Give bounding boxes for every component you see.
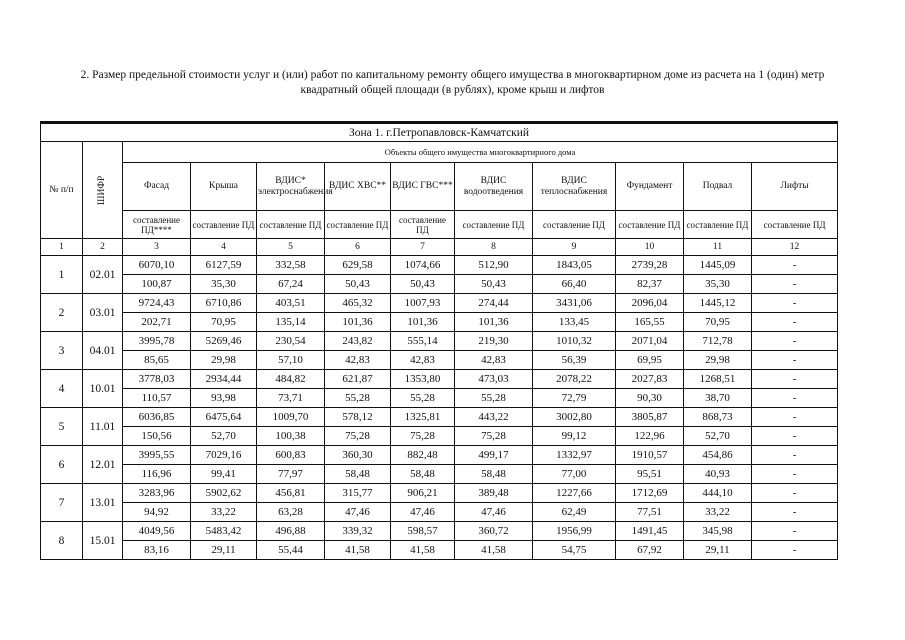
cell-value-top: - [752,370,838,389]
cell-value-bottom: 58,48 [391,465,455,484]
cell-value-top: 1491,45 [616,522,684,541]
row-code: 04.01 [83,332,123,370]
cell-value-bottom: 69,95 [616,351,684,370]
cost-table-container [40,121,837,560]
col-header-sub: составление ПД [533,211,616,239]
cell-value-bottom: 55,28 [325,389,391,408]
cell-value-bottom: 35,30 [684,275,752,294]
cell-value-bottom: 41,58 [325,541,391,560]
table-row [41,446,838,465]
table-row [41,465,838,484]
cell-value-top: 444,10 [684,484,752,503]
cell-value-top: 274,44 [455,294,533,313]
cell-value-bottom: 93,98 [191,389,257,408]
cell-value-bottom: 101,36 [325,313,391,332]
cell-value-top: 1325,81 [391,408,455,427]
heading-line-2: квадратный общей площади (в рублях), кроме крыш и лифтов [300,84,605,96]
cell-value-top: 3805,87 [616,408,684,427]
cell-value-top: - [752,484,838,503]
cell-value-bottom: 100,87 [123,275,191,294]
row-code: 11.01 [83,408,123,446]
table-row [41,408,838,427]
cell-value-bottom: 99,41 [191,465,257,484]
table-row [41,389,838,408]
cell-value-top: 484,82 [257,370,325,389]
cell-value-bottom: 62,49 [533,503,616,522]
cell-value-top: 712,78 [684,332,752,351]
cell-value-top: 598,57 [391,522,455,541]
cell-value-top: 219,30 [455,332,533,351]
cell-value-bottom: 55,28 [455,389,533,408]
cell-value-top: 2934,44 [191,370,257,389]
cell-value-top: - [752,522,838,541]
cell-value-bottom: 94,92 [123,503,191,522]
cell-value-bottom: 101,36 [391,313,455,332]
table-row [41,332,838,351]
col-header-number: № п/п [41,142,83,239]
cell-value-top: 465,32 [325,294,391,313]
cell-value-top: 1009,70 [257,408,325,427]
col-header-name: Подвал [684,163,752,211]
cell-value-top: 3283,96 [123,484,191,503]
cell-value-bottom: 50,43 [325,275,391,294]
col-header-name: ВДИС теплоснабжения [533,163,616,211]
cell-value-top: 1010,32 [533,332,616,351]
cell-value-top: 496,88 [257,522,325,541]
cell-value-top: 621,87 [325,370,391,389]
cell-value-top: - [752,332,838,351]
cell-value-bottom: - [752,351,838,370]
cell-value-top: 2071,04 [616,332,684,351]
cell-value-bottom: 40,93 [684,465,752,484]
cell-value-top: 243,82 [325,332,391,351]
zone-row [41,123,838,142]
cell-value-top: 443,22 [455,408,533,427]
cell-value-top: 499,17 [455,446,533,465]
cell-value-top: 6070,10 [123,256,191,275]
col-header-sub: составление ПД [684,211,752,239]
cell-value-top: 868,73 [684,408,752,427]
column-names-row [41,163,838,211]
col-number: 3 [123,239,191,256]
cell-value-bottom: 77,00 [533,465,616,484]
cell-value-top: 3995,78 [123,332,191,351]
cell-value-top: 6036,85 [123,408,191,427]
col-header-name: ВДИС* электроснабжения [257,163,325,211]
cell-value-bottom: 42,83 [391,351,455,370]
cell-value-bottom: 52,70 [191,427,257,446]
cell-value-bottom: 77,51 [616,503,684,522]
cell-value-bottom: - [752,465,838,484]
cell-value-bottom: 90,30 [616,389,684,408]
cell-value-bottom: 33,22 [191,503,257,522]
row-code: 13.01 [83,484,123,522]
cell-value-bottom: - [752,313,838,332]
row-code: 03.01 [83,294,123,332]
cell-value-top: - [752,446,838,465]
col-header-name: ВДИС водоотведения [455,163,533,211]
row-code: 12.01 [83,446,123,484]
cell-value-top: 2096,04 [616,294,684,313]
table-row [41,541,838,560]
cell-value-bottom: 73,71 [257,389,325,408]
cell-value-bottom: 29,11 [191,541,257,560]
cell-value-top: 1445,12 [684,294,752,313]
cell-value-top: 5483,42 [191,522,257,541]
cell-value-bottom: 50,43 [391,275,455,294]
cell-value-bottom: - [752,503,838,522]
cell-value-bottom: 67,24 [257,275,325,294]
cell-value-bottom: 41,58 [455,541,533,560]
cell-value-top: 578,12 [325,408,391,427]
cell-value-bottom: 42,83 [325,351,391,370]
cell-value-bottom: 29,98 [684,351,752,370]
cell-value-bottom: 56,39 [533,351,616,370]
cell-value-bottom: 42,83 [455,351,533,370]
row-number: 6 [41,446,83,484]
col-number: 8 [455,239,533,256]
cell-value-top: 1074,66 [391,256,455,275]
cell-value-bottom: 47,46 [391,503,455,522]
row-code: 15.01 [83,522,123,560]
cell-value-top: 9724,43 [123,294,191,313]
cell-value-bottom: 38,70 [684,389,752,408]
col-header-name: Крыша [191,163,257,211]
cell-value-bottom: - [752,541,838,560]
col-number: 5 [257,239,325,256]
cell-value-top: 360,72 [455,522,533,541]
col-number: 2 [83,239,123,256]
cell-value-top: 512,90 [455,256,533,275]
cell-value-top: 6710,86 [191,294,257,313]
cell-value-top: 6127,59 [191,256,257,275]
cell-value-bottom: 165,55 [616,313,684,332]
objects-header: Объекты общего имущества многоквартирного дома [123,142,838,163]
cell-value-top: 6475,64 [191,408,257,427]
cell-value-bottom: 57,10 [257,351,325,370]
cell-value-top: 1268,51 [684,370,752,389]
cell-value-bottom: 150,56 [123,427,191,446]
row-number: 8 [41,522,83,560]
table-row [41,256,838,275]
table-row [41,522,838,541]
cell-value-bottom: 70,95 [191,313,257,332]
cell-value-bottom: 66,40 [533,275,616,294]
cell-value-top: 403,51 [257,294,325,313]
col-header-code [83,142,123,239]
cell-value-top: 1843,05 [533,256,616,275]
cell-value-top: 454,86 [684,446,752,465]
cell-value-bottom: 116,96 [123,465,191,484]
cell-value-bottom: 133,45 [533,313,616,332]
cell-value-top: 629,58 [325,256,391,275]
cell-value-top: 1227,66 [533,484,616,503]
cell-value-top: 2739,28 [616,256,684,275]
cell-value-top: 4049,56 [123,522,191,541]
cell-value-bottom: 35,30 [191,275,257,294]
cell-value-top: 1353,80 [391,370,455,389]
cell-value-bottom: 67,92 [616,541,684,560]
table-row [41,427,838,446]
cell-value-top: - [752,256,838,275]
col-header-sub: составление ПД**** [123,211,191,239]
col-header-sub: составление ПД [325,211,391,239]
cell-value-bottom: 135,14 [257,313,325,332]
cell-value-top: 360,30 [325,446,391,465]
cell-value-bottom: 55,44 [257,541,325,560]
cell-value-top: - [752,294,838,313]
cell-value-bottom: 77,97 [257,465,325,484]
cell-value-top: 555,14 [391,332,455,351]
cell-value-top: 5269,46 [191,332,257,351]
cell-value-bottom: 75,28 [455,427,533,446]
cell-value-bottom: 52,70 [684,427,752,446]
cell-value-top: 1445,09 [684,256,752,275]
cell-value-bottom: 101,36 [455,313,533,332]
cell-value-bottom: - [752,275,838,294]
cell-value-top: 345,98 [684,522,752,541]
cell-value-bottom: 202,71 [123,313,191,332]
cell-value-bottom: 122,96 [616,427,684,446]
col-header-sub: составление ПД [616,211,684,239]
cell-value-bottom: 63,28 [257,503,325,522]
cell-value-top: 3995,55 [123,446,191,465]
col-number: 6 [325,239,391,256]
table-row [41,503,838,522]
cell-value-bottom: 75,28 [325,427,391,446]
cell-value-top: 1910,57 [616,446,684,465]
cell-value-top: 906,21 [391,484,455,503]
col-number: 10 [616,239,684,256]
cell-value-top: 1332,97 [533,446,616,465]
cell-value-bottom: - [752,389,838,408]
cell-value-bottom: 75,28 [391,427,455,446]
col-header-sub: составление ПД [391,211,455,239]
cell-value-top: 339,32 [325,522,391,541]
col-number: 7 [391,239,455,256]
cell-value-bottom: 55,28 [391,389,455,408]
cell-value-top: 3778,03 [123,370,191,389]
col-header-sub: составление ПД [752,211,838,239]
cell-value-bottom: 47,46 [455,503,533,522]
cell-value-top: 315,77 [325,484,391,503]
cell-value-bottom: 95,51 [616,465,684,484]
cell-value-bottom: 110,57 [123,389,191,408]
table-row [41,313,838,332]
cell-value-bottom: 54,75 [533,541,616,560]
cell-value-top: 1712,69 [616,484,684,503]
cell-value-bottom: 85,65 [123,351,191,370]
col-header-name: ВДИС ХВС** [325,163,391,211]
cell-value-top: 2027,83 [616,370,684,389]
cell-value-top: 473,03 [455,370,533,389]
zone-title: Зона 1. г.Петропавловск-Камчатский [41,123,838,142]
cell-value-top: 456,81 [257,484,325,503]
cell-value-top: 1007,93 [391,294,455,313]
heading-line-1: 2. Размер предельной стоимости услуг и (или) работ по капитальному ремонту общего имущества в многоквартирном доме из расчета на 1 (один) метр [80,69,825,81]
row-number: 7 [41,484,83,522]
cell-value-bottom: 29,11 [684,541,752,560]
col-header-sub: составление ПД [191,211,257,239]
cell-value-top: 3431,06 [533,294,616,313]
row-number: 2 [41,294,83,332]
cell-value-bottom: 83,16 [123,541,191,560]
cell-value-top: - [752,408,838,427]
row-number: 1 [41,256,83,294]
cell-value-top: 389,48 [455,484,533,503]
table-row [41,484,838,503]
cell-value-bottom: 82,37 [616,275,684,294]
col-header-name: Фундамент [616,163,684,211]
cost-table [40,121,838,560]
cell-value-bottom: 29,98 [191,351,257,370]
cell-value-bottom: 50,43 [455,275,533,294]
cell-value-top: 882,48 [391,446,455,465]
table-row [41,370,838,389]
column-sub-row [41,211,838,239]
col-number: 4 [191,239,257,256]
cell-value-top: 5902,62 [191,484,257,503]
cell-value-top: 7029,16 [191,446,257,465]
cell-value-top: 332,58 [257,256,325,275]
cell-value-top: 230,54 [257,332,325,351]
cell-value-bottom: 100,38 [257,427,325,446]
cell-value-top: 600,83 [257,446,325,465]
cell-value-bottom: 58,48 [325,465,391,484]
col-number: 1 [41,239,83,256]
column-numbers-row [41,239,838,256]
objects-row [41,142,838,163]
row-code: 10.01 [83,370,123,408]
cell-value-bottom: 41,58 [391,541,455,560]
col-number: 11 [684,239,752,256]
cell-value-bottom: 70,95 [684,313,752,332]
row-number: 3 [41,332,83,370]
table-row [41,275,838,294]
col-header-sub: составление ПД [257,211,325,239]
cell-value-bottom: 72,79 [533,389,616,408]
col-header-name: ВДИС ГВС*** [391,163,455,211]
cell-value-top: 2078,22 [533,370,616,389]
cell-value-bottom: 33,22 [684,503,752,522]
row-code: 02.01 [83,256,123,294]
row-number: 5 [41,408,83,446]
cell-value-bottom: 47,46 [325,503,391,522]
cell-value-bottom: - [752,427,838,446]
col-number: 9 [533,239,616,256]
table-row [41,351,838,370]
col-header-code-label: ШИФР [96,175,107,205]
cell-value-bottom: 58,48 [455,465,533,484]
col-number: 12 [752,239,838,256]
cell-value-bottom: 99,12 [533,427,616,446]
row-number: 4 [41,370,83,408]
cell-value-top: 1956,99 [533,522,616,541]
col-header-name: Лифты [752,163,838,211]
cell-value-top: 3002,80 [533,408,616,427]
col-header-name: Фасад [123,163,191,211]
document-heading [30,68,875,98]
col-header-sub: составление ПД [455,211,533,239]
table-row [41,294,838,313]
